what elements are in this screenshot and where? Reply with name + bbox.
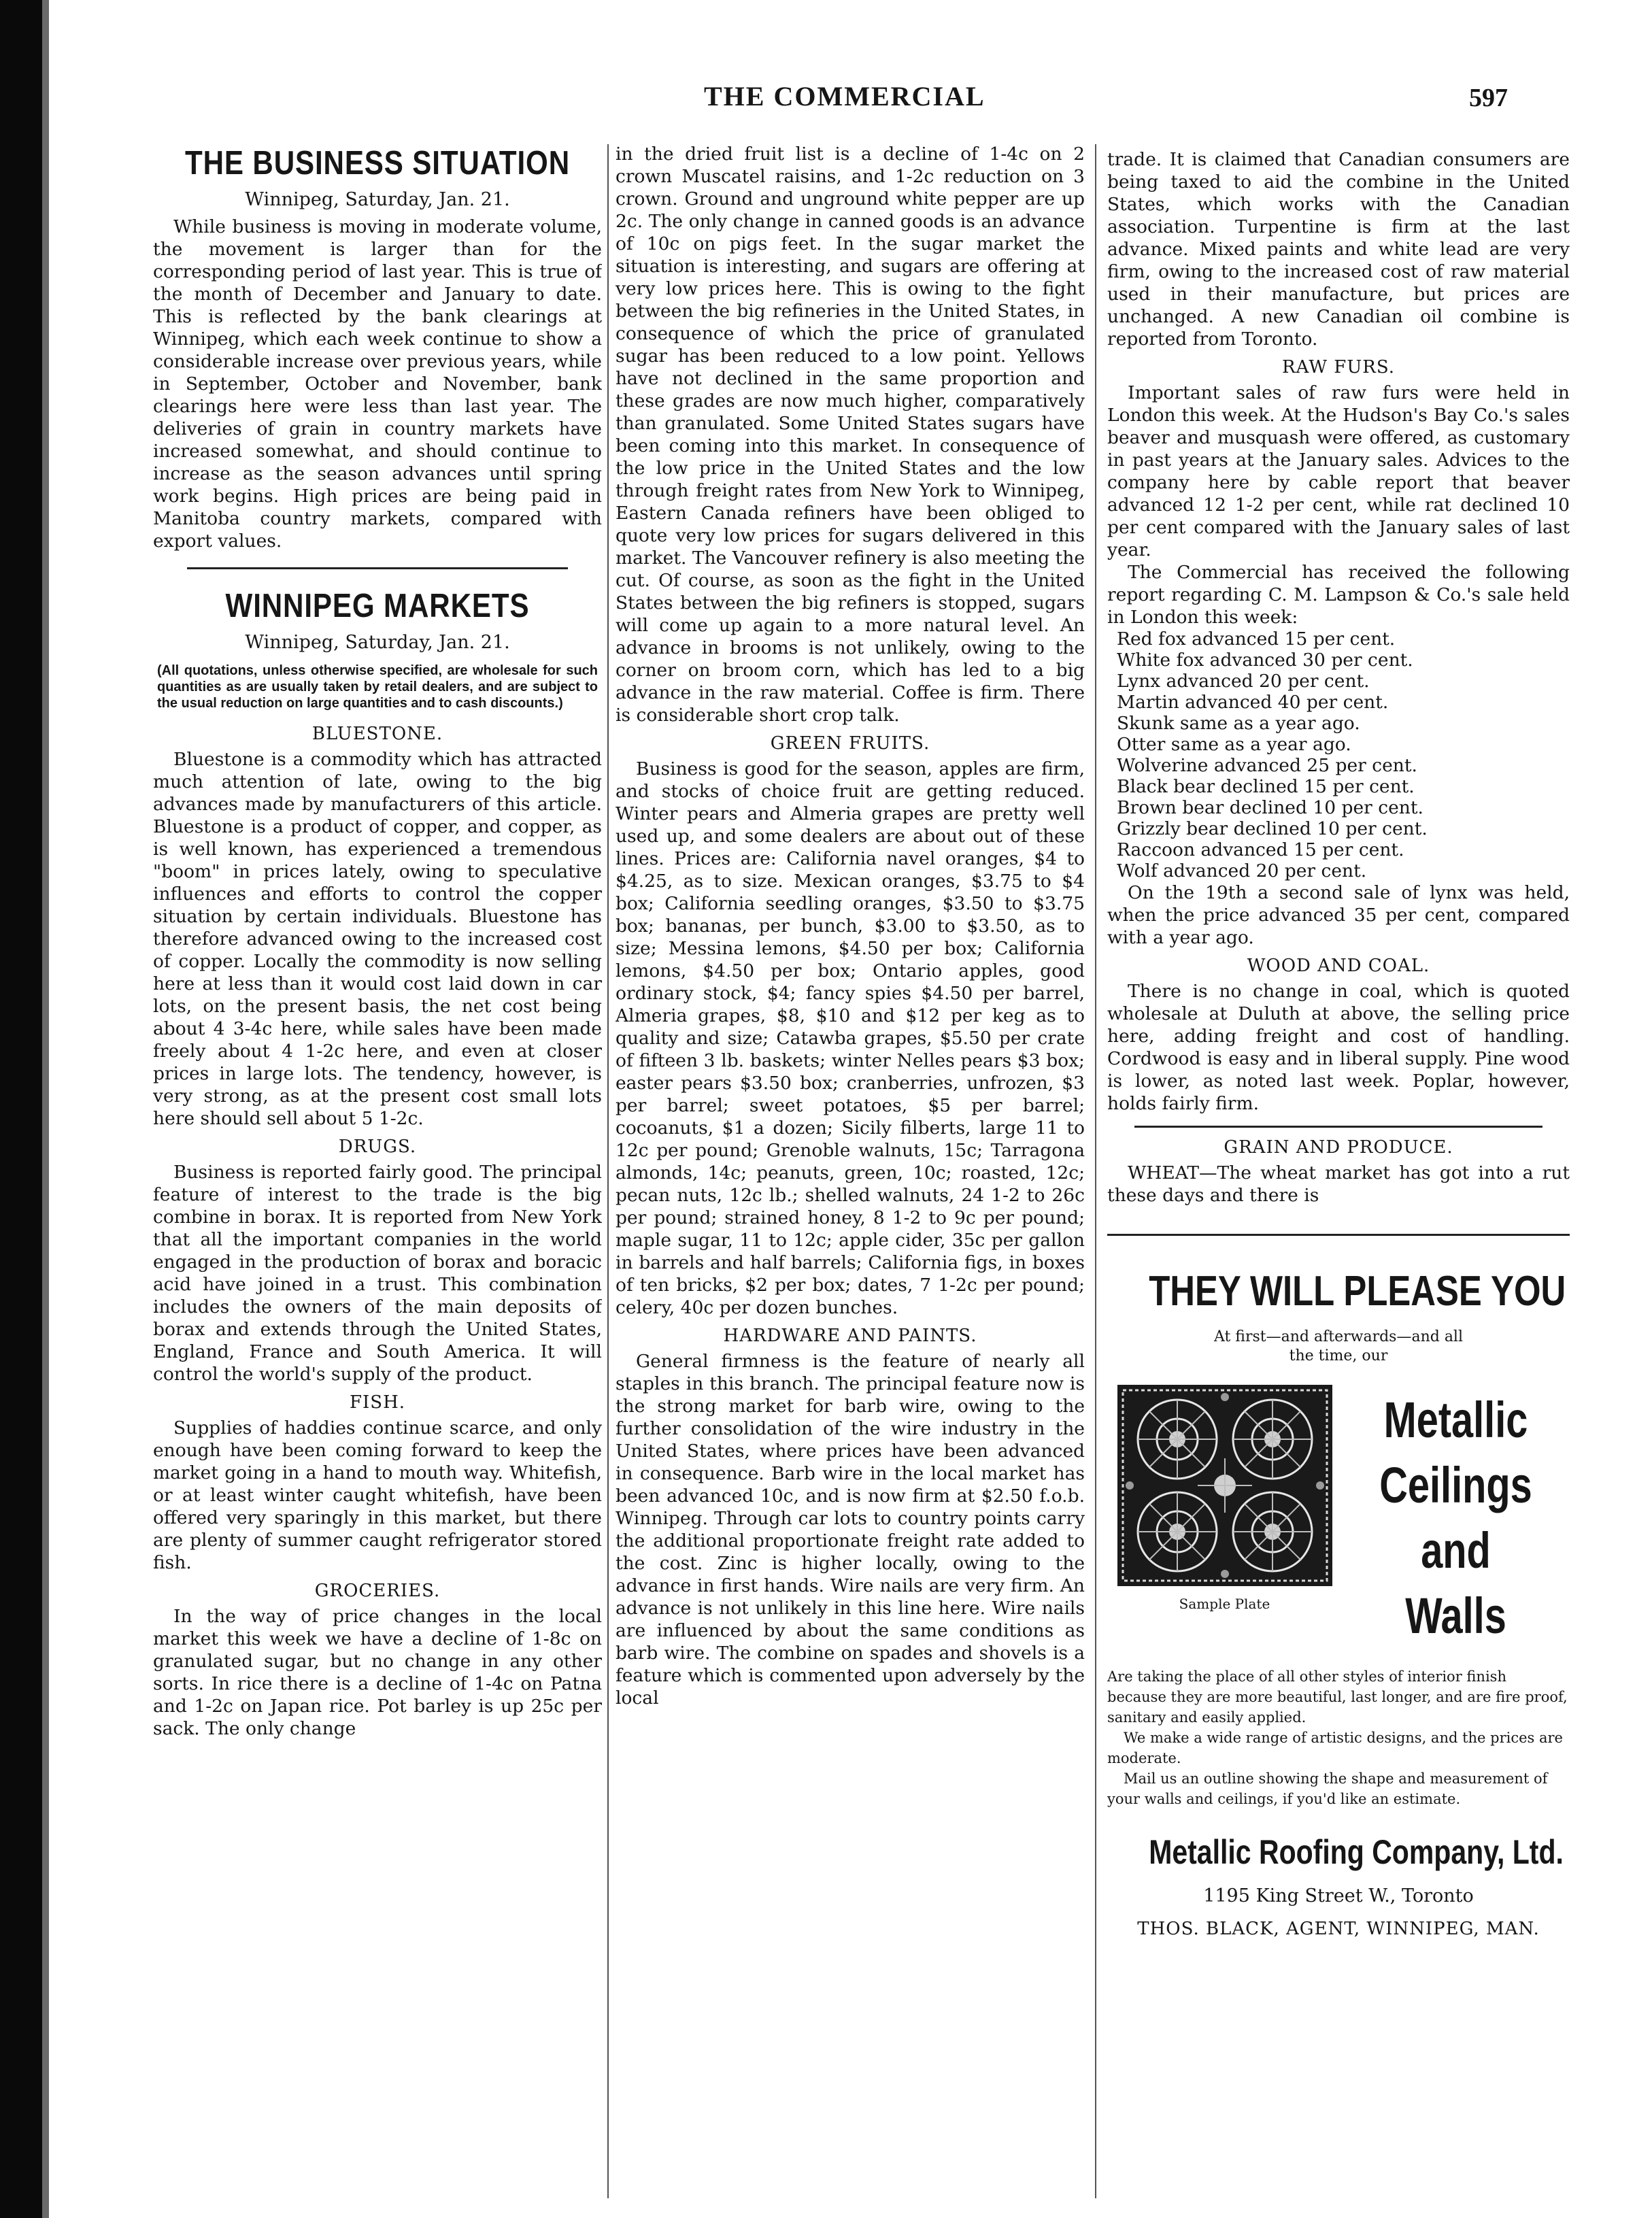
bluestone-text: Bluestone is a commodity which has attracted much attention of late, owing to the big advances made by manufacturers of this article. Bluestone is a product of copper, and copper, as is well known, has experienced a tremendous "boom" in prices lately, owing to speculative influences and efforts to control the copper situation by certain individuals. Bluestone has therefore advanced owing to the increased cost of copper. Locally the commodity is now selling here at less than it would cost laid down in car lots, on the present basis, the net cost being about 4 3-4c here, while sales have been made freely about 4 1-2c here, and even at closer prices in large lots. The tendency, however, is very strong, as at the present cost small lots here should sell about 5 1-2c. — [153, 749, 602, 1129]
drugs-heading: DRUGS. — [338, 1137, 417, 1157]
winnipeg-markets-title: WINNIPEG MARKETS — [225, 588, 530, 624]
section-rule — [1134, 1126, 1543, 1128]
ad-product-block — [1107, 1383, 1570, 1649]
markets-dateline: Winnipeg, Saturday, Jan. 21. — [245, 632, 510, 653]
list-item: Wolf advanced 20 per cent. — [1117, 860, 1367, 881]
bluestone-heading: BLUESTONE. — [311, 724, 443, 744]
raw-furs-text: Important sales of raw furs were held in London this week. At the Hudson's Bay Co.'s sales beaver and musquash were offered, as customary in past years at the January sales. Advices to the company here by cable report that beaver advanced 12 1-2 per cent, while rat declined 10 per cent compared with the January sales of last year. — [1107, 382, 1570, 560]
ad-agent: THOS. BLACK, AGENT, WINNIPEG, MAN. — [1137, 1919, 1540, 1939]
ad-product-name — [1367, 1388, 1545, 1649]
page-number: 597 — [1469, 84, 1508, 112]
column-3 — [1107, 148, 1570, 1939]
raw-furs-heading: RAW FURS. — [1282, 357, 1395, 377]
ad-company-name: Metallic Roofing Company, Ltd. — [1149, 1833, 1564, 1871]
list-item: Brown bear declined 10 per cent. — [1117, 797, 1423, 818]
business-text: While business is moving in moderate volume, the movement is larger than for the corresponding period of last year. This is true of the month of December and January to date. This is reflected by the bank clearings at Winnipeg, which each week continue to show a considerable increase over previous years, while in September, October and November, bank clearings here were less than last year. The deliveries of grain in country markets have increased somewhat, and should continue to increase as the season advances until spring work begins. High prices are being paid in Manitoba country markets, compared with export values. — [153, 216, 602, 552]
hardware-heading: HARDWARE AND PAINTS. — [723, 1326, 977, 1346]
ad-address: 1195 King Street W., Toronto — [1203, 1885, 1474, 1906]
lynx-sale-text: On the 19th a second sale of lynx was held, when the price advanced 35 per cent, compared with a year ago. — [1107, 882, 1570, 948]
list-item: Martin advanced 40 per cent. — [1117, 692, 1389, 713]
list-item: Raccoon advanced 15 per cent. — [1117, 839, 1404, 860]
list-item: Lynx advanced 20 per cent. — [1117, 671, 1370, 692]
ad-product-line: Metallic — [1383, 1392, 1528, 1448]
business-dateline: Winnipeg, Saturday, Jan. 21. — [245, 189, 510, 210]
ad-paragraph: Are taking the place of all other styles of interior finish because they are more beautiful, last longer, and are fire proof, sanitary and easily applied. — [1107, 1668, 1568, 1726]
list-item: Black bear declined 15 per cent. — [1117, 776, 1415, 797]
green-fruits-heading: GREEN FRUITS. — [770, 733, 930, 754]
column-2 — [616, 143, 1085, 1709]
hardware-text-part-1: General firmness is the feature of nearly all staples in this branch. The principal feature now is the strong market for barb wire, owing to the further consolidation of the wire industry in the United States, where prices have been advanced in consequence. Barb wire in the local market has been advanced 10c, and is now firm at $2.50 f.o.b. Winnipeg. Through car lots to country points carry the additional proportionate freight rate added to the cost. Zinc is higher locally, owing to the advance in first hands. Wire nails are very firm. An advance is not unlikely in this line here. Wire nails are influenced by about the same conditions as barb wire. The combine on spades and shovels is a feature which is commented upon adversely by the local — [616, 1351, 1085, 1709]
ad-body-copy — [1107, 1666, 1570, 1809]
ad-intro-line: At first—and afterwards—and all — [1213, 1328, 1464, 1345]
ad-intro — [1107, 1328, 1570, 1366]
column-rule-2 — [1095, 144, 1096, 2198]
grain-heading: GRAIN AND PRODUCE. — [1224, 1137, 1453, 1158]
groceries-text-part-1: In the way of price changes in the local market this week we have a decline of 1-8c on granulated sugar, but no change in any other sorts. In rice there is a decline of 1-4c on Patna and 1-2c on Japan rice. Pot barley is up 25c per sack. The only change — [153, 1606, 602, 1739]
fur-prices-list — [1107, 628, 1570, 881]
list-item: Red fox advanced 15 per cent. — [1117, 628, 1396, 650]
wood-coal-text: There is no change in coal, which is quoted wholesale at Duluth at above, the selling price here, adding freight and cost of handling. Cordwood is easy and in liberal supply. Pine wood is lower, as noted last week. Poplar, however, holds fairly firm. — [1107, 981, 1570, 1114]
ad-product-line: and Walls — [1405, 1522, 1506, 1644]
list-item: Wolverine advanced 25 per cent. — [1117, 755, 1417, 776]
plate-caption: Sample Plate — [1179, 1596, 1270, 1612]
list-item: White fox advanced 30 per cent. — [1117, 650, 1413, 671]
ad-paragraph: Mail us an outline showing the shape and measurement of your walls and ceilings, if you'd like an estimate. — [1107, 1770, 1548, 1807]
scan-edge-shadow — [0, 0, 42, 2218]
metallic-ceilings-advertisement — [1107, 1267, 1570, 1939]
ad-intro-line: the time, our — [1289, 1347, 1388, 1364]
list-item: Skunk same as a year ago. — [1117, 713, 1360, 734]
ad-product-line: Ceilings — [1379, 1457, 1532, 1513]
ornamental-ceiling-tile-icon — [1116, 1383, 1334, 1587]
ad-paragraph: We make a wide range of artistic designs, and the prices are moderate. — [1107, 1730, 1563, 1766]
groceries-heading: GROCERIES. — [314, 1581, 441, 1601]
groceries-text-part-2: in the dried fruit list is a decline of 1-4c on 2 crown Muscatel raisins, and 1-2c reduction on 3 crown. Ground and unground white pepper are up 2c. The only change in canned goods is an advance of 10c on pigs feet. In the sugar market the situation is interesting, and sugars are offering at very low prices here. This is owing to the fight between the big refineries in the United States, in consequence of which the price of granulated sugar has been reduced to a low point. Yellows have not declined in the same proportion and these grades are now much higher, comparatively than granulated. Some United States sugars have been coming into this market. In consequence of the low price in the United States and the low through freight rates from New York to Winnipeg, Eastern Canada refiners have been obliged to quote very low prices for sugars delivered in this market. The Vancouver refinery is also meeting the cut. Of course, as soon as the fight in the United States between the big refiners is stopped, sugars will come up again to a more natural level. An advance in brooms is not unlikely, owing to the corner on broom corn, which has led to a big advance in the raw material. Coffee is firm. There is considerable short crop talk. — [616, 144, 1085, 726]
sample-plate — [1107, 1383, 1342, 1612]
section-rule — [187, 567, 568, 569]
running-head: THE COMMERCIAL — [704, 81, 985, 112]
grain-text: WHEAT—The wheat market has got into a rut these days and there is — [1107, 1162, 1570, 1206]
green-fruits-text: Business is good for the season, apples are firm, and stocks of choice fruit are getting reduced. Winter pears and Almeria grapes are pretty well used up, and some dealers are about out of these lines. Prices are: California navel oranges, $4 to $4.25, as to size. Mexican oranges, $3.75 to $4 box; California seedling oranges, $3.50 to $3.75 box; bananas, per bunch, $3.00 to $3.50, as to size; Messina lemons, $4.50 per box; California lemons, $4.50 per box; Ontario apples, good ordinary stock, $4; fancy spies $4.50 per barrel, Almeria grapes, $8, $10 and $12 per keg as to quality and size; Catawba grapes, $5.50 per crate of fifteen 3 lb. baskets; winter Nelles pears $3 box; easter pears $3.50 box; cranberries, unfrozen, $3 per barrel; sweet potatoes, $5 per barrel; cocoanuts, $1 a dozen; Sicily filberts, large 11 to 12c per pound; Grenoble walnuts, 15c; Tarragona almonds, 14c; peanuts, green, 10c; roasted, 12c; pecan nuts, 12c lb.; shelled walnuts, 24 1-2 to 26c per pound; strained honey, 8 1-2 to 9c per pound; maple sugar, 11 to 12c; apple cider, 35c per gallon in barrels and half barrels; California figs, in boxes of ten bricks, $2 per box; dates, 7 1-2c per pound; celery, 40c per dozen bunches. — [616, 758, 1085, 1318]
advertisement-rule — [1107, 1234, 1570, 1236]
column-rule-1 — [607, 144, 609, 2198]
fish-text: Supplies of haddies continue scarce, and only enough have been coming forward to keep the market going in a hand to mouth way. Whitefish, or at least winter caught whitefish, have been offered very sparingly in this market, but there are plenty of summer caught refrigerator stored fish. — [153, 1417, 602, 1573]
business-situation-title: THE BUSINESS SITUATION — [184, 145, 570, 182]
scan-edge-gutter — [42, 0, 49, 2218]
column-1 — [153, 143, 602, 1740]
drugs-text: Business is reported fairly good. The principal feature of interest to the trade is the big combine in borax. It is reported from New York that all the important companies in the world engaged in the production of borax and boracic acid have joined in a trust. This combination includes the owners of the main deposits of borax and extends through the United States, England, France and South America. It will control the world's supply of the product. — [153, 1162, 602, 1385]
list-item: Otter same as a year ago. — [1117, 734, 1351, 755]
ad-headline: THEY WILL PLEASE YOU — [1149, 1268, 1566, 1315]
quotations-note: (All quotations, unless otherwise specified, are wholesale for such quantities as are usually taken by retail dealers, and are subject to the usual reduction on large quantities and to cash discounts.) — [157, 663, 598, 711]
fish-heading: FISH. — [349, 1392, 406, 1413]
hardware-text-part-2: trade. It is claimed that Canadian consumers are being taxed to aid the combine in the United States, which works with the Canadian association. Turpentine is firm at the last advance. Mixed paints and white lead are very firm, owing to the increased cost of raw material used in their manufacture, but prices are unchanged. A new Canadian oil combine is reported from Toronto. — [1107, 149, 1570, 350]
list-item: Grizzly bear declined 10 per cent. — [1117, 818, 1428, 839]
wood-coal-heading: WOOD AND COAL. — [1247, 956, 1430, 976]
raw-furs-report-intro: The Commercial has received the following report regarding C. M. Lampson & Co.'s sale held in London this week: — [1107, 562, 1570, 628]
